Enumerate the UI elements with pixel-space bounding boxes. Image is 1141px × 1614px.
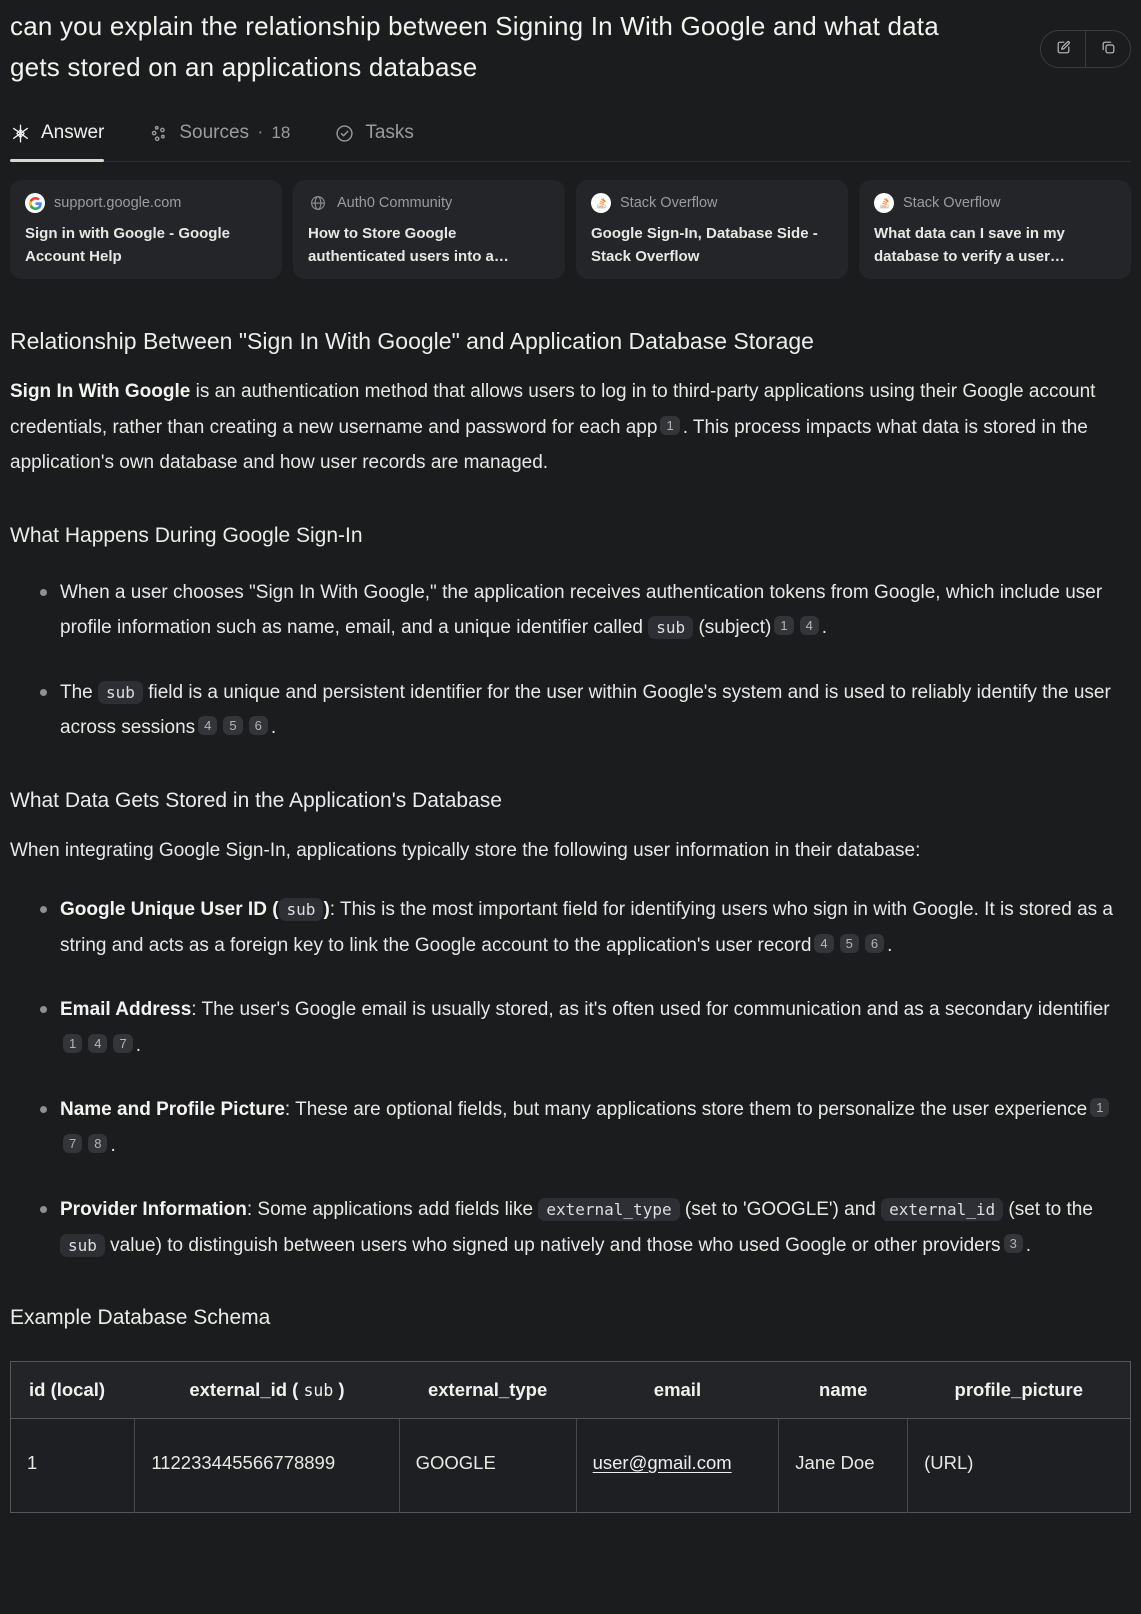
copy-answer-button[interactable] bbox=[1086, 31, 1130, 67]
source-title: What data can I save in my database to verify a user… bbox=[874, 225, 1065, 265]
table-cell: GOOGLE bbox=[399, 1419, 576, 1513]
edit-query-button[interactable] bbox=[1041, 31, 1085, 67]
stackoverflow-favicon bbox=[591, 193, 611, 213]
source-card[interactable] bbox=[859, 180, 1131, 279]
bold-text: ) bbox=[323, 899, 330, 920]
citation-chip[interactable]: 1 bbox=[63, 1034, 82, 1053]
citation-chip[interactable]: 4 bbox=[814, 934, 833, 953]
bullet-item: Google Unique User ID ( sub ): This is the most important field for identifying users who sign in with Google. It is stored as a string and acts as a foreign key to link the Google account to the application's user record 4 5 6 . bbox=[10, 892, 1131, 963]
source-site: Stack Overflow bbox=[903, 195, 1001, 211]
source-card-header bbox=[308, 193, 550, 213]
table-row bbox=[11, 1419, 1131, 1513]
answer-heading: Relationship Between "Sign In With Google" and Application Database Storage bbox=[10, 328, 814, 354]
table-cell: (URL) bbox=[908, 1419, 1131, 1513]
citation-chip[interactable]: 1 bbox=[774, 616, 793, 635]
bullet-item: Name and Profile Picture: These are optional fields, but many applications store them to personalize the user experience 17 8 . bbox=[10, 1092, 1131, 1163]
table-cell bbox=[576, 1419, 779, 1513]
citation-chip[interactable]: 6 bbox=[249, 716, 268, 735]
source-card[interactable] bbox=[293, 180, 565, 279]
inline-code: sub bbox=[98, 681, 143, 704]
citation-chip[interactable]: 5 bbox=[840, 934, 859, 953]
tab-bar bbox=[10, 122, 1131, 162]
source-card-header bbox=[591, 193, 833, 213]
citation-chip[interactable]: 4 bbox=[800, 616, 819, 635]
edit-icon bbox=[1055, 39, 1072, 59]
bold-text: Provider Information bbox=[60, 1199, 247, 1220]
source-site: support.google.com bbox=[54, 195, 182, 211]
bold-text: Sign In With Google bbox=[10, 381, 191, 402]
sources-icon bbox=[148, 123, 169, 144]
tab-answer[interactable] bbox=[10, 122, 104, 161]
source-card-header bbox=[874, 193, 1116, 213]
citation-chip[interactable]: 4 bbox=[198, 716, 217, 735]
tab-sources[interactable] bbox=[148, 122, 290, 161]
bullet-item: Provider Information: Some applications add fields like external_type (set to 'GOOGLE') and external_id (set to the sub value) to distinguish between users who signed up natively and those who used Google or other providers 3 . bbox=[10, 1192, 1131, 1263]
section-heading-sign-in: What Happens During Google Sign-In bbox=[10, 523, 363, 547]
source-card-header bbox=[25, 193, 267, 213]
google-favicon bbox=[25, 193, 45, 213]
bold-text: Name and Profile Picture bbox=[60, 1099, 285, 1120]
column-header: external_id ( sub ) bbox=[135, 1362, 399, 1419]
tab-tasks[interactable] bbox=[334, 122, 414, 161]
column-header: name bbox=[779, 1362, 908, 1419]
source-title: Google Sign-In, Database Side - Stack Overflow bbox=[591, 225, 818, 265]
citation-chip[interactable]: 5 bbox=[223, 716, 242, 735]
schema-heading: Example Database Schema bbox=[10, 1306, 271, 1329]
tab-answer-label: Answer bbox=[41, 122, 105, 143]
stackoverflow-favicon bbox=[874, 193, 894, 213]
column-header: external_type bbox=[399, 1362, 576, 1419]
stored-data-bullet-list bbox=[10, 892, 1131, 1263]
inline-code: external_type bbox=[538, 1198, 679, 1221]
source-card[interactable] bbox=[10, 180, 282, 279]
citation-chip[interactable]: 3 bbox=[1004, 1234, 1023, 1253]
tab-sources-separator: · bbox=[257, 122, 264, 143]
inline-code: sub bbox=[279, 898, 324, 921]
citation-chip[interactable]: 1 bbox=[1090, 1098, 1109, 1117]
citation-chip[interactable]: 4 bbox=[88, 1034, 107, 1053]
source-site: Stack Overflow bbox=[620, 195, 718, 211]
globe-icon bbox=[308, 193, 328, 213]
tab-tasks-label: Tasks bbox=[365, 122, 414, 143]
section-heading-stored-data: What Data Gets Stored in the Application's Database bbox=[10, 788, 502, 812]
question-header bbox=[10, 6, 1131, 88]
inline-code: sub bbox=[648, 616, 693, 639]
tab-sources-count: 18 bbox=[271, 123, 291, 142]
citation-chip[interactable]: 7 bbox=[63, 1134, 82, 1153]
bold-text: Google Unique User ID ( bbox=[60, 899, 279, 920]
column-header: email bbox=[576, 1362, 779, 1419]
table-cell: 112233445566778899 bbox=[135, 1419, 399, 1513]
perplexity-icon bbox=[10, 123, 31, 144]
table-cell: Jane Doe bbox=[779, 1419, 908, 1513]
sign-in-bullet-list bbox=[10, 575, 1131, 746]
bullet-item: The sub field is a unique and persistent identifier for the user within Google's system and is used to reliably identify the user across sessions 4 5 6 . bbox=[10, 675, 1131, 746]
source-title: How to Store Google authenticated users into a… bbox=[308, 225, 509, 265]
copy-icon bbox=[1100, 39, 1117, 59]
citation-chip[interactable]: 1 bbox=[660, 416, 679, 435]
citation-chip[interactable]: 8 bbox=[88, 1134, 107, 1153]
question-title: can you explain the relationship between Signing In With Google and what data gets stored on an applications database bbox=[10, 11, 939, 82]
stored-data-lead: When integrating Google Sign-In, applications typically store the following user information in their database: bbox=[10, 839, 921, 861]
inline-mono: sub bbox=[303, 1381, 334, 1400]
intro-paragraph: Sign In With Google is an authentication method that allows users to log in to third-party applications using their Google account credentials, rather than creating a new username and password for each app 1 . This process impacts what data is stored in the application's own database and how user records are managed. bbox=[10, 381, 1096, 473]
table-header-row bbox=[11, 1362, 1131, 1419]
source-card-row bbox=[10, 180, 1131, 279]
tasks-icon bbox=[334, 123, 355, 144]
bullet-item: When a user chooses "Sign In With Google," the application receives authentication tokens from Google, which include user profile information such as name, email, and a unique identifier called sub (subject) 1 4 . bbox=[10, 575, 1131, 646]
bullet-item: Email Address: The user's Google email is usually stored, as it's often used for communication and as a secondary identifier1 4 7 . bbox=[10, 992, 1131, 1063]
source-site: Auth0 Community bbox=[337, 195, 453, 211]
email-link[interactable]: user@gmail.com bbox=[592, 1452, 732, 1473]
schema-table bbox=[10, 1361, 1131, 1513]
column-header: id (local) bbox=[11, 1362, 135, 1419]
source-card[interactable] bbox=[576, 180, 848, 279]
source-title: Sign in with Google - Google Account Help bbox=[25, 225, 230, 265]
tab-sources-label: Sources bbox=[179, 122, 250, 143]
column-header: profile_picture bbox=[908, 1362, 1131, 1419]
answer-content bbox=[10, 325, 1131, 1513]
bold-text: Email Address bbox=[60, 999, 192, 1020]
question-actions bbox=[1040, 30, 1131, 68]
inline-code: external_id bbox=[881, 1198, 1003, 1221]
citation-chip[interactable]: 7 bbox=[113, 1034, 132, 1053]
inline-code: sub bbox=[60, 1234, 105, 1257]
table-cell: 1 bbox=[11, 1419, 135, 1513]
citation-chip[interactable]: 6 bbox=[865, 934, 884, 953]
